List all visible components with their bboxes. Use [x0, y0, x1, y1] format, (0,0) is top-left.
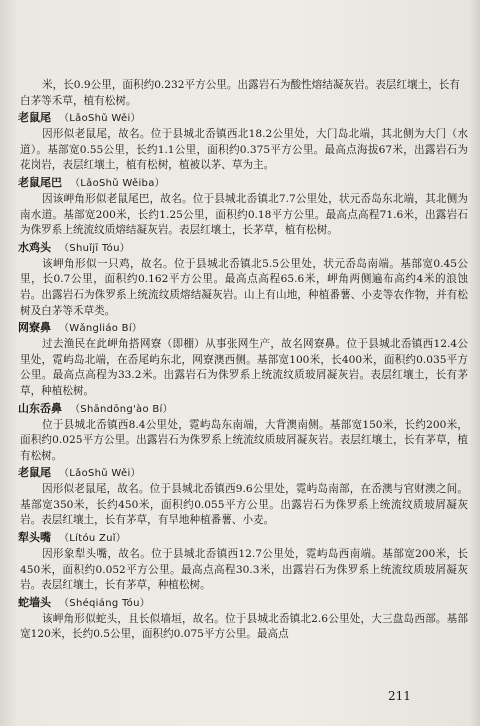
entry: [20, 175, 468, 239]
entry-text: 因该岬角形似老鼠尾巴，故名。位于县城北岙镇北7.7公里处，状元岙岛东北端，其北侧为南水道。基部宽200米，长约1.25公里，面积约0.18平方公里。最高点高程71.6米，出露岩石为侏罗系上统流纹质熔结凝灰岩。表层红壤土，长茅草，植有松树。: [20, 192, 468, 237]
entry-text: 因形象犁头嘴，故名。位于县城北岙镇西12.7公里处，霓屿岛西南端。基部宽200米，长450米，面积约0.052平方公里。最高点高程30.3米，出露岩石为侏罗系上统流纹质玻屑凝灰岩。表层红壤土，长有茅草，种植松树。: [20, 548, 468, 592]
entry-heading: [18, 465, 468, 482]
entry-pinyin: （LǎoShǔ Wěi）: [59, 113, 141, 125]
entry-heading: [18, 595, 468, 612]
entry-title: 水鸡头: [18, 240, 51, 254]
entry: [20, 401, 468, 465]
entry-pinyin: （Shāndōng'ào Bí）: [70, 403, 173, 415]
entry: [20, 110, 468, 174]
entry-title: 网寮鼻: [18, 321, 51, 335]
entry-title: 老鼠尾: [18, 466, 51, 480]
entry-text: 过去渔民在此岬角搭网寮（即棚）从事张网生产，故名网寮鼻。位于县城北岙镇西12.4公里处，霓屿岛北端，在岙尾屿东北，网寮澳西侧。基部宽100米，长400米，面积约0.035平方公里。最高点高程为33.2米。出露岩石为侏罗系上统流纹质玻屑凝灰岩。表层红壤土，长有茅草，种植松树。: [20, 338, 468, 397]
entry-text: 因形似老鼠尾，故名。位于县城北岙镇西9.6公里处，霓屿岛南部，在岙澳与官财澳之间。基部宽350米，长约450米，面积约0.055平方公里。出露岩石为侏罗系上统流纹质玻屑凝灰岩。表层红壤土，长有茅草，有旱地种植番薯、小麦。: [20, 483, 468, 527]
entry-heading: [18, 110, 468, 127]
entry-text: 该岬角形似一只鸡，故名。位于县城北岙镇北5.5公里处，状元岙岛南端。基部宽0.45公里，长0.7公里，面积约0.162平方公里。最高点高程65.6米，岬角两侧遍布高约4米的浪蚀岩。出露岩石为侏罗系上统流纹质熔结凝灰岩。山上有山地，种植番薯、小麦等农作物，并有松树及白茅等禾草类。: [20, 257, 468, 317]
entry-pinyin: （LǎoShǔ Wěiba）: [70, 177, 165, 189]
page-content: [20, 78, 468, 643]
entry-heading: [18, 175, 468, 192]
entry-pinyin: （Lítóu Zuǐ）: [59, 533, 127, 545]
entry-pinyin: （Shéqiáng Tóu）: [59, 597, 151, 609]
page-number: 211: [388, 689, 411, 703]
entry-title: 老鼠尾: [18, 111, 51, 125]
entry-text: 因形似老鼠尾，故名。位于县城北岙镇西北18.2公里处，大门岛北端，其北侧为大门（水道）。基部宽0.55公里，长约1.1公里，面积约0.375平方公里。最高点海拔67米，出露岩石为花岗岩，表层红壤土，植有松树，植被以茅、草为主。: [20, 128, 468, 172]
entry-title: 蛇墙头: [18, 595, 51, 609]
entry-pinyin: （Shuǐjī Tóu）: [59, 242, 131, 254]
entry-heading: [18, 401, 468, 418]
entry-heading: [18, 530, 468, 547]
entry-title: 山东岙鼻: [18, 401, 62, 415]
entry-pinyin: （LǎoShǔ Wěi）: [59, 468, 141, 480]
entry-text: 该岬角形似蛇头，且长似墙垣，故名。位于县城北岙镇北2.6公里处，大三盘岛西部。基部宽120米，长约0.5公里，面积约0.075平方公里。最高点: [20, 612, 468, 641]
entry-title: 犁头嘴: [18, 531, 51, 545]
bleed-through-text: [20, 56, 460, 70]
entry: [20, 465, 468, 529]
entry: [20, 595, 468, 643]
entry: [20, 530, 468, 594]
entry-heading: [18, 240, 468, 257]
entry-pinyin: （Wǎngliáo Bí）: [59, 323, 143, 335]
entry-heading: [18, 320, 468, 337]
page-edge-shadow: [470, 0, 480, 726]
entry-title: 老鼠尾巴: [18, 175, 62, 189]
entry: [20, 240, 468, 319]
entry-text: 位于县城北岙镇西8.4公里处，霓屿岛东南端，大背澳南侧。基部宽150米，长约200米，面积约0.025平方公里。出露岩石为侏罗系上统流纹质玻屑凝灰岩。表层红壤土，长有茅草，植有松树。: [20, 418, 468, 462]
intro-paragraph: 米，长0.9公里，面积约0.232平方公里。出露岩石为酸性熔结凝灰岩。表层红壤土，长有白茅等禾草，植有松树。: [20, 79, 460, 107]
entry: [20, 320, 468, 399]
